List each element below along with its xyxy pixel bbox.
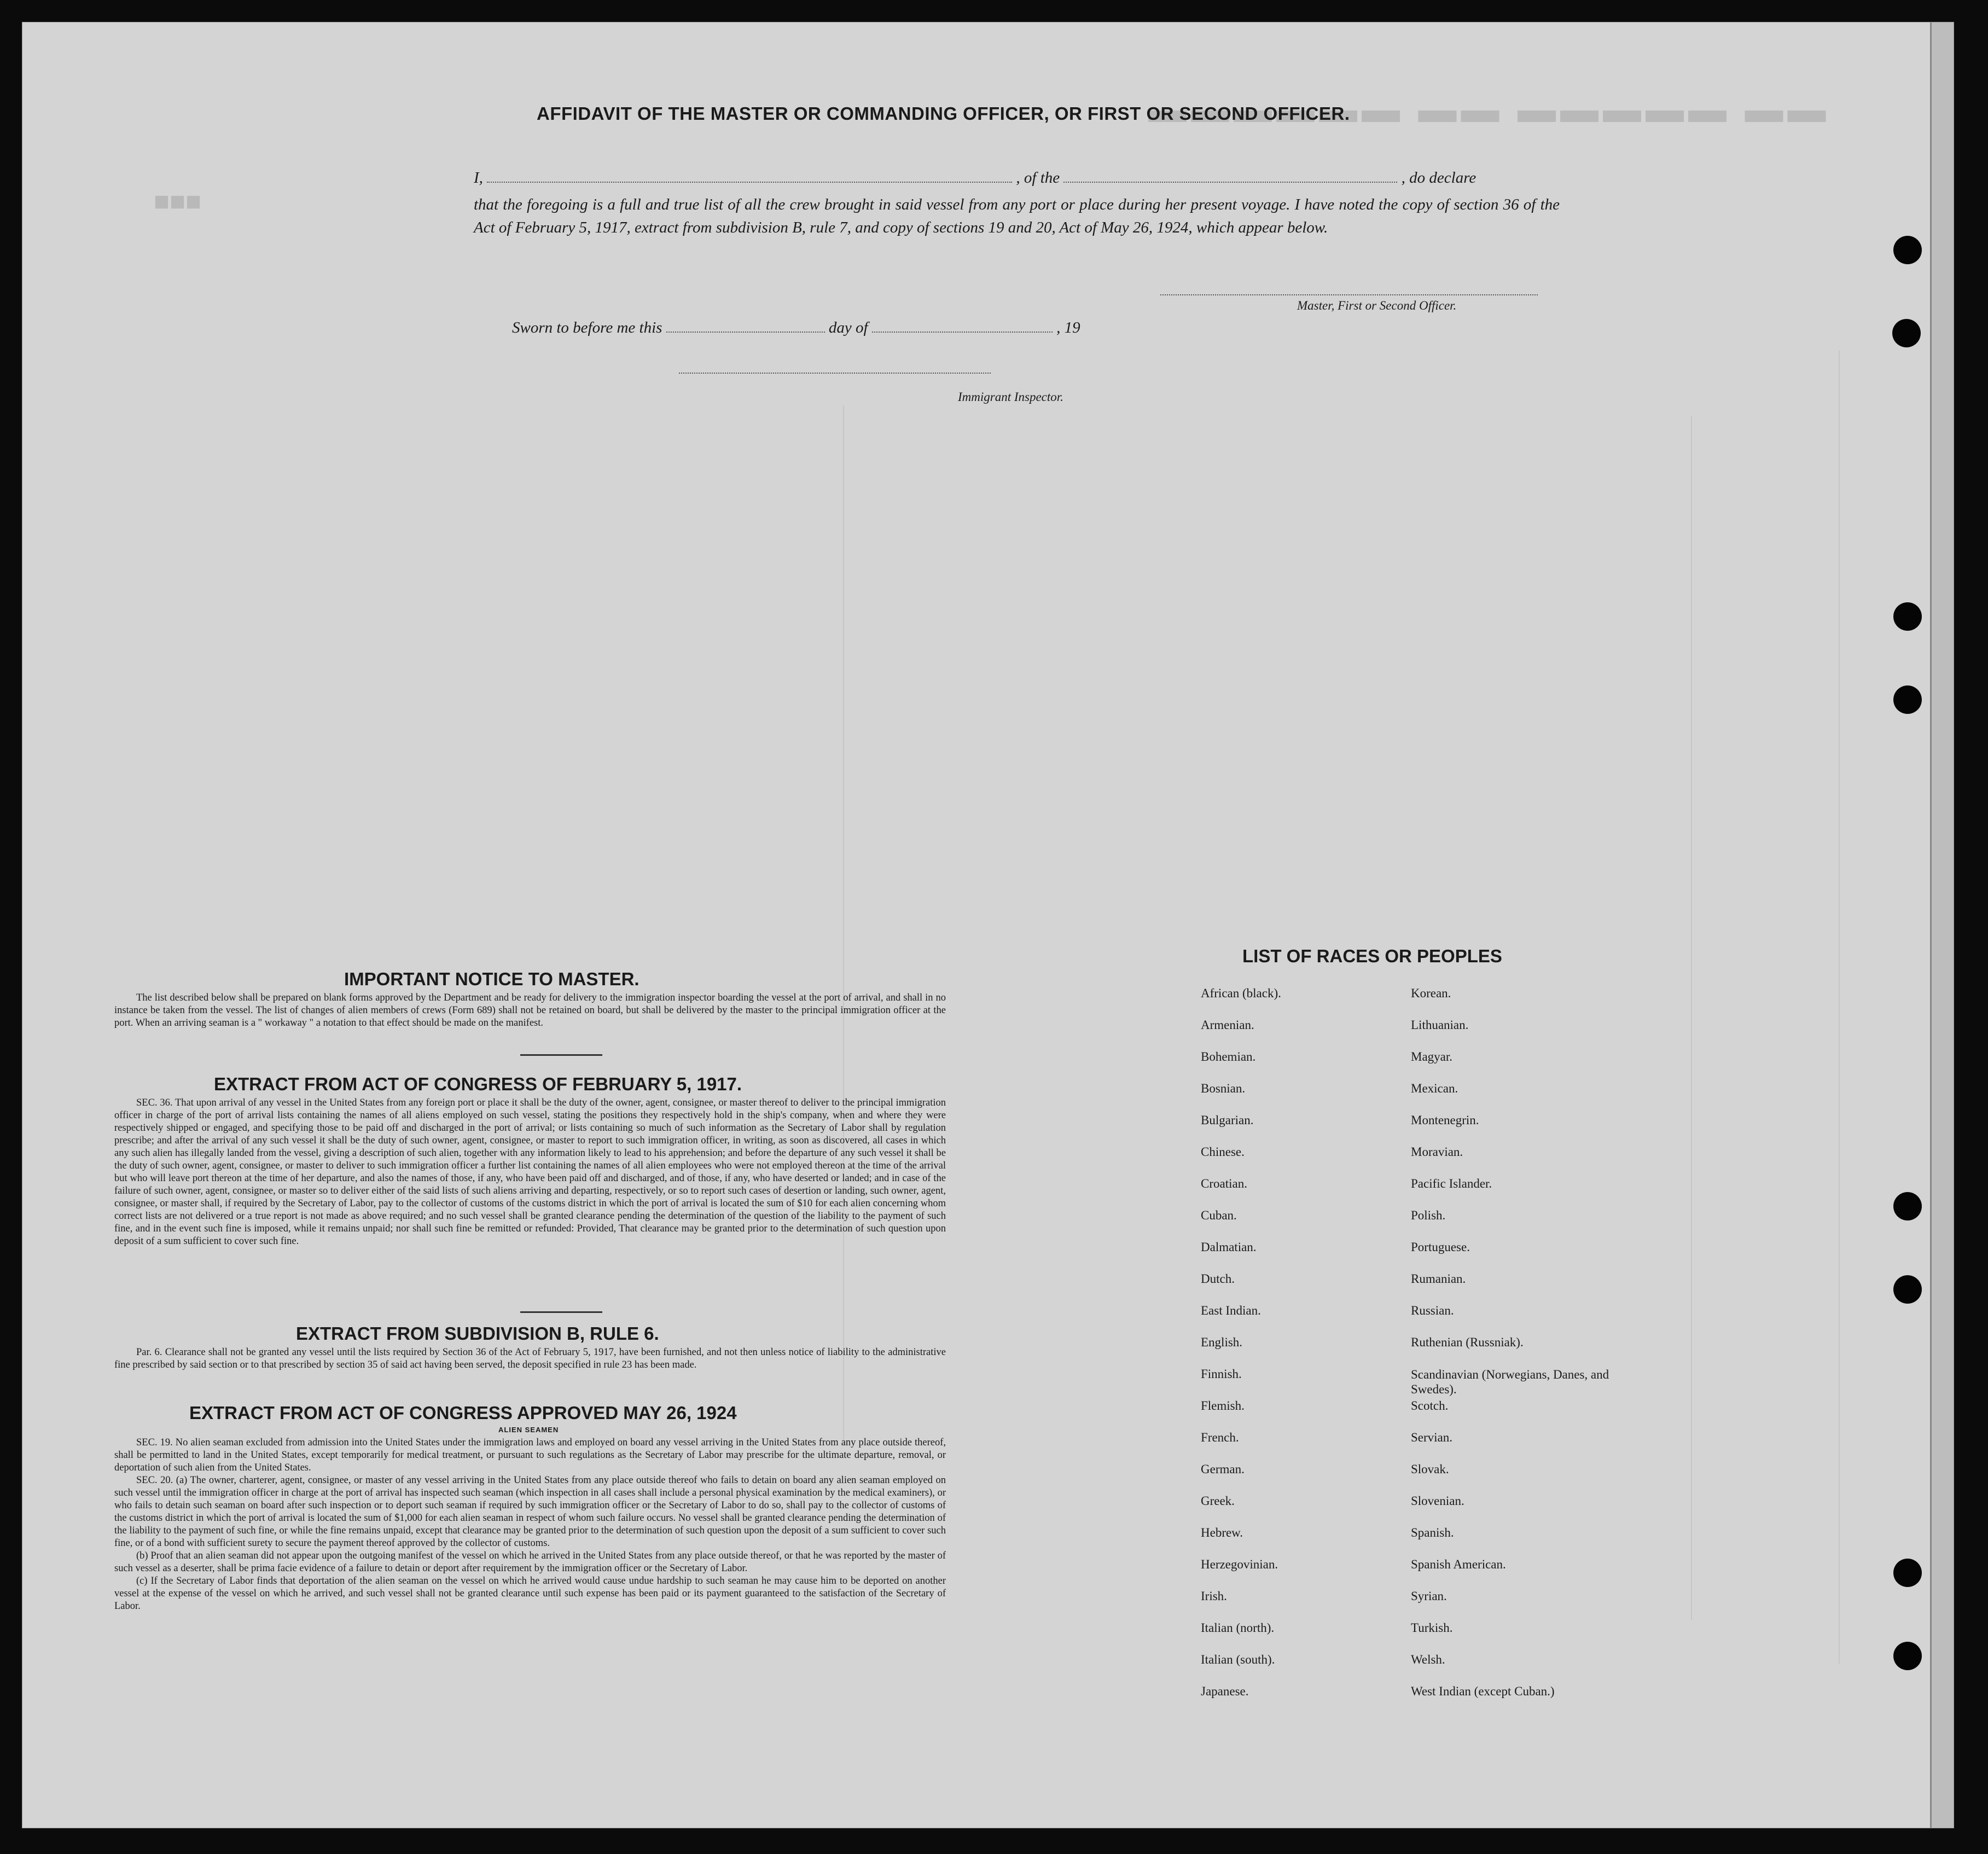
- extract-1924-title: EXTRACT FROM ACT OF CONGRESS APPROVED MAY 26, 1924: [189, 1403, 737, 1423]
- race-item: German.: [1201, 1462, 1245, 1476]
- bleed-through-texture: ▬▬ ▬▬▬▬▬ ▬▬ ▬▬▬▬▬▬ ■■■: [22, 22, 1954, 1828]
- punch-hole-icon: [1892, 319, 1921, 347]
- race-item: Ruthenian (Russniak).: [1411, 1335, 1524, 1349]
- sworn-label: Sworn to before me this: [512, 319, 662, 336]
- subdivision-b-title: EXTRACT FROM SUBDIVISION B, RULE 6.: [296, 1323, 659, 1344]
- affidavit-declaration-line: [474, 169, 1560, 187]
- race-item: Bosnian.: [1201, 1082, 1246, 1095]
- race-item: Dutch.: [1201, 1272, 1235, 1286]
- race-item: Slovenian.: [1411, 1494, 1464, 1508]
- race-item: Italian (south).: [1201, 1653, 1275, 1666]
- i-label: I,: [474, 169, 483, 187]
- race-item: Rumanian.: [1411, 1272, 1466, 1286]
- race-item: Armenian.: [1201, 1018, 1254, 1032]
- race-item: Welsh.: [1411, 1653, 1445, 1666]
- race-item: Herzegovinian.: [1201, 1557, 1278, 1571]
- race-item: Scotch.: [1411, 1399, 1449, 1413]
- document-page: [22, 22, 1954, 1828]
- vessel-blank: [1063, 182, 1397, 183]
- race-item: Slovak.: [1411, 1462, 1449, 1476]
- race-item: Scandinavian (Norwegians, Danes, and Swedes).: [1411, 1368, 1609, 1396]
- race-item: Croatian.: [1201, 1177, 1247, 1190]
- master-signature-line: [1160, 294, 1538, 295]
- punch-hole-icon: [1893, 685, 1922, 714]
- race-item: Korean.: [1411, 986, 1451, 1000]
- race-item: French.: [1201, 1431, 1239, 1444]
- master-label: Master, First or Second Officer.: [1297, 299, 1457, 312]
- race-item: East Indian.: [1201, 1304, 1261, 1317]
- race-item: Cuban.: [1201, 1208, 1237, 1222]
- punch-hole-icon: [1893, 1275, 1922, 1304]
- subdivision-b-text: Par. 6. Clearance shall not be granted any vessel until the lists required by Section 36 of the Act of February 5, 1917, have been furnished, and not then unless notice of liability to the administrative fine prescribed by said section or to that prescribed by section 35 of said act having been served, the deposit specified in rule 23 has been made.: [114, 1347, 946, 1370]
- race-item: Italian (north).: [1201, 1621, 1275, 1635]
- race-item: Polish.: [1411, 1208, 1446, 1222]
- punch-hole-icon: [1893, 1559, 1922, 1587]
- race-item: Pacific Islander.: [1411, 1177, 1492, 1190]
- race-item: Mexican.: [1411, 1082, 1458, 1095]
- divider: [520, 1054, 602, 1056]
- race-item: Bohemian.: [1201, 1050, 1256, 1063]
- race-item: Spanish.: [1411, 1526, 1454, 1539]
- divider: [520, 1311, 602, 1313]
- affidavit-body: that the foregoing is a full and true list of all the crew brought in said vessel from any port or place during her present voyage. I have noted the copy of section 36 of the Act of February 5, 1917, extract from subdivision B, rule 7, and copy of sections 19 and 20, Act of May 26, 1924, which appear below.: [474, 196, 1560, 236]
- race-item: Chinese.: [1201, 1145, 1245, 1159]
- inspector-signature-line: [679, 373, 991, 374]
- race-item: Syrian.: [1411, 1589, 1447, 1603]
- race-item: Montenegrin.: [1411, 1113, 1479, 1127]
- punch-hole-icon: [1893, 1642, 1922, 1670]
- sec-19: SEC. 19. No alien seaman excluded from admission into the United States under the immigration laws and employed on board any vessel arriving in the United States from any place outside thereof, shall be permitted to land in the United States, except temporarily for medical treatment, or pursuant to such regulations as the Secretary of Labor may prescribe for the ultimate departure, removal, or deportation of such alien from the United States.: [114, 1437, 946, 1473]
- race-item: Portuguese.: [1411, 1240, 1470, 1254]
- extract-1917-text: SEC. 36. That upon arrival of any vessel in the United States from any foreign port or place it shall be the duty of the owner, agent, consignee, or master thereof to deliver to the principal immigration officer in charge of the port of arrival lists containing the names of all aliens employed on such vessel, stating the positions they respectively hold in the ship's company, when and where they were respectively shipped or engaged, and specifying those to be paid off and discharged in the port of arrival; or lists containing so much of such information as the Secretary of Labor shall by regulation prescribe; and after the arrival of any such vessel it shall be the duty of such owner, agent, consignee, or master to report to such immigration officer, in writing, as soon as discovered, all cases in which any such alien has illegally landed from the vessel, giving a description of such alien, together with any information likely to lead to his apprehension; and before the departure of any such vessel it shall be the duty of such owner, agent, consignee, or master to deliver to such immigration officer a further list containing the names of all alien employees who were not employed thereon at the time of the arrival but who will leave port thereon at the time of her departure, and also the names of those, if any, who have been paid off and discharged, and of those, if any, who have deserted or landed; and in case of the failure of such owner, agent, consignee, or master so to deliver either of the said lists of such aliens arriving and departing, respectively, or so to report such cases of desertion or landing, such owner, agent, consignee, or master shall, if required by the Secretary of Labor, pay to the collector of customs of the customs district in which the port of arrival is located the sum of $10 for each alien concerning whom correct lists are not delivered or a true report is not made as above required; and no such vessel shall be granted clearance pending the determination of the question of the liability to the payment of such fine, and in the event such fine is imposed, while it remains unpaid; nor shall such fine be remitted or refunded: Provided, That clearance may be granted prior to the determination of such question upon deposit of a sum sufficient to cover such fine.: [114, 1097, 946, 1247]
- races-title: LIST OF RACES OR PEOPLES: [1242, 946, 1502, 966]
- race-item: English.: [1201, 1335, 1243, 1349]
- name-blank: [487, 182, 1012, 183]
- punch-hole-icon: [1893, 602, 1922, 631]
- affidavit-title: AFFIDAVIT OF THE MASTER OR COMMANDING OFFICER, OR FIRST OR SECOND OFFICER.: [537, 103, 1350, 124]
- race-item: Finnish.: [1201, 1367, 1242, 1381]
- race-item: Irish.: [1201, 1589, 1227, 1603]
- sec-20a: SEC. 20. (a) The owner, charterer, agent, consignee, or master of any vessel arriving in the United States from any place outside thereof who fails to detain on board any alien seaman employed on such vessel until the immigration officer in charge at the port of arrival has inspected such seaman (which inspection in all cases shall include a personal physical examination by the medical examiners), or who fails to detain such seaman on board after such inspection or to deport such seaman if required by such immigration officer or the Secretary of Labor to do so, shall pay to the collector of customs of the customs district in which the port of arrival is located the sum of $1,000 for each alien seaman in respect of whom such failure occurs. No vessel shall be granted clearance pending the determination of the liability to the payment of such fine, or while the fine remains unpaid, except that clearance may be granted prior to the determination of such question upon the deposit of a sum sufficient to cover such fine, or of a bond with sufficient surety to secure the payment thereof approved by the collector of customs.: [114, 1475, 946, 1549]
- notice-text: The list described below shall be prepared on blank forms approved by the Department and be ready for delivery to the immigration inspector boarding the vessel at the port of arrival, and shall in no instance be taken from the vessel. The list of changes of alien members of crews (Form 689) shall not be retained on board, but shall be delivered by the master to the principal immigration officer at the port. When an arriving seaman is a " workaway " a notation to that effect should be made on the manifest.: [114, 992, 946, 1028]
- race-item: Spanish American.: [1411, 1557, 1506, 1571]
- punch-hole-icon: [1893, 236, 1922, 264]
- race-item: Japanese.: [1201, 1684, 1249, 1698]
- extract-1924-text: [114, 1437, 946, 1613]
- race-item: Turkish.: [1411, 1621, 1453, 1635]
- binding-edge: [1930, 22, 1954, 1828]
- alien-seamen-subtitle: ALIEN SEAMEN: [498, 1426, 559, 1434]
- race-item: Dalmatian.: [1201, 1240, 1257, 1254]
- race-item: Lithuanian.: [1411, 1018, 1469, 1032]
- sworn-line: [512, 319, 1080, 337]
- sec-20b: (b) Proof that an alien seaman did not appear upon the outgoing manifest of the vessel on which he arrived in the United States from any place outside thereof, or that he was reported by the master of such vessel as a deserter, shall be prima facie evidence of a failure to detain or deport after requirement by the immigration officer or the Secretary of Labor.: [114, 1550, 946, 1574]
- year-label: , 19: [1056, 319, 1080, 336]
- extract-1917-title: EXTRACT FROM ACT OF CONGRESS OF FEBRUARY 5, 1917.: [214, 1074, 742, 1094]
- punch-hole-icon: [1893, 1192, 1922, 1220]
- sec-20c: (c) If the Secretary of Labor finds that deportation of the alien seaman on the vessel on which he arrived would cause undue hardship to such seaman he may cause him to be deported on another vessel at the expense of the vessel on which he arrived, and such vessel shall not be granted clearance until such expense has been paid or its payment guaranteed to the satisfaction of the Secretary of Labor.: [114, 1576, 946, 1612]
- races-right-column: [1411, 986, 1646, 1716]
- races-left-column: [1201, 986, 1392, 1716]
- sworn-month-blank: [872, 332, 1053, 333]
- race-item: Flemish.: [1201, 1399, 1245, 1413]
- race-item: West Indian (except Cuban.): [1411, 1684, 1555, 1698]
- inspector-label: Immigrant Inspector.: [958, 390, 1063, 404]
- race-item: Servian.: [1411, 1431, 1453, 1444]
- race-item: Bulgarian.: [1201, 1113, 1254, 1127]
- notice-title: IMPORTANT NOTICE TO MASTER.: [344, 969, 640, 989]
- sworn-day-blank: [666, 332, 825, 333]
- race-item: Moravian.: [1411, 1145, 1463, 1159]
- race-item: Russian.: [1411, 1304, 1454, 1317]
- race-item: Greek.: [1201, 1494, 1235, 1508]
- of-the-label: , of the: [1016, 169, 1060, 187]
- declare-label: , do declare: [1401, 169, 1477, 187]
- race-item: Magyar.: [1411, 1050, 1453, 1063]
- day-of-label: day of: [828, 319, 868, 336]
- race-item: African (black).: [1201, 986, 1281, 1000]
- race-item: Hebrew.: [1201, 1526, 1243, 1539]
